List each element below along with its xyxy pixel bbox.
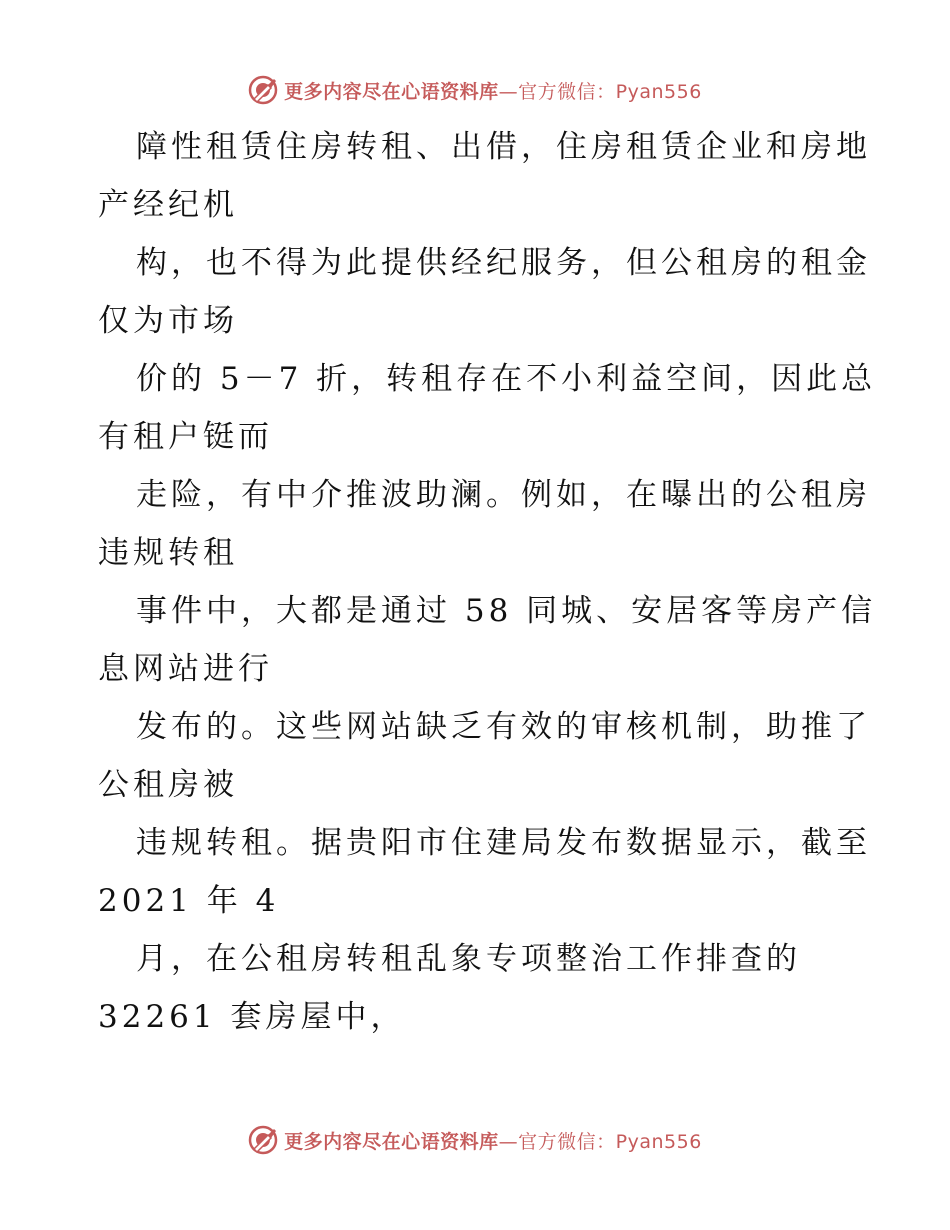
text-line: 32261 套房屋中， — [98, 999, 406, 1035]
page-header — [0, 70, 950, 110]
text-line: 违规转租。据贵阳市住建局发布数据显示，截至 — [136, 825, 871, 861]
text-line: 发布的。这些网站缺乏有效的审核机制，助推了 — [136, 709, 871, 745]
text-line: 产经纪机 — [98, 187, 238, 223]
footer-banner-main: 更多内容尽在心语资料库 — [284, 1130, 499, 1153]
header-banner-main: 更多内容尽在心语资料库 — [284, 80, 499, 103]
text-line: 有租户铤而 — [98, 419, 273, 455]
header-banner-text — [284, 77, 702, 104]
text-line: 公租房被 — [98, 767, 238, 803]
text-line: 2021 年 4 — [98, 883, 280, 919]
footer-banner-wechat: —官方微信：Pyan556 — [498, 1130, 702, 1153]
text-line: 息网站进行 — [98, 651, 273, 687]
text-line: 事件中，大都是通过 58 同城、安居客等房产信 — [136, 593, 877, 629]
text-line: 违规转租 — [98, 535, 238, 571]
footer-banner — [248, 1125, 702, 1155]
header-banner-wechat: —官方微信：Pyan556 — [498, 80, 702, 103]
text-line: 价的 5－7 折，转租存在不小利益空间，因此总 — [136, 361, 877, 397]
page-footer — [0, 1120, 950, 1160]
pen-nib-logo-icon — [248, 75, 278, 105]
text-line: 障性租赁住房转租、出借，住房租赁企业和房地 — [136, 129, 871, 165]
text-line: 构，也不得为此提供经纪服务，但公租房的租金 — [136, 245, 871, 281]
text-line: 仅为市场 — [98, 303, 238, 339]
text-line: 走险，有中介推波助澜。例如，在曝出的公租房 — [136, 477, 871, 513]
footer-banner-text — [284, 1127, 702, 1154]
header-banner — [248, 75, 702, 105]
document-body — [98, 118, 877, 1046]
pen-nib-logo-icon — [248, 1125, 278, 1155]
text-line: 月，在公租房转租乱象专项整治工作排查的 — [136, 941, 801, 977]
